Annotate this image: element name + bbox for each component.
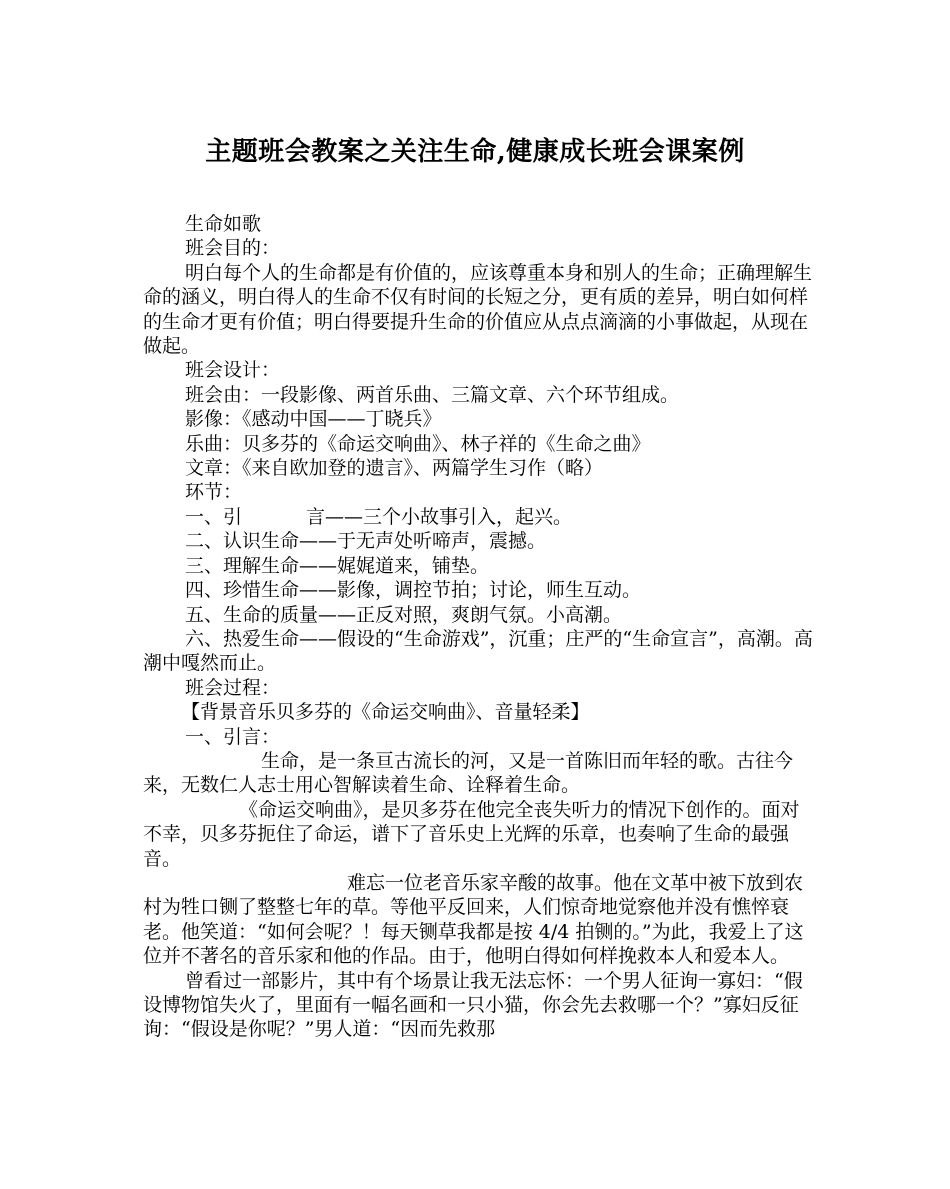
- paragraph: 《命运交响曲》，是贝多芬在他完全丧失听力的情况下创作的。面对不幸，贝多芬扼住了命运，谱下了音乐史上光辉的乐章，也奏响了生命的最强音。: [143, 798, 800, 870]
- paragraph: 影像：《感动中国——丁晓兵》: [185, 408, 442, 431]
- list-item: 四、珍惜生命——影像，调控节拍；讨论，师生互动。: [185, 579, 642, 602]
- list-item: [143, 505, 815, 529]
- document-title: 主题班会教案之关注生命,健康成长班会课案例: [205, 137, 745, 167]
- paragraph: 曾看过一部影片，其中有个场景让我无法忘怀：一个男人征询一寡妇：“假设博物馆失火了，里面有一幅名画和一只小猫，你会先去救哪一个？”寡妇反征询：“假设是你呢？”男人道：“因而先救那: [143, 969, 803, 1041]
- list-item: 三、理解生命——娓娓道来，铺垫。: [185, 554, 490, 577]
- paragraph: 班会由：一段影像、两首乐曲、三篇文章、六个环节组成。: [185, 383, 680, 406]
- list-item: 二、认识生命——于无声处听啼声，震撼。: [185, 530, 547, 553]
- paragraph: 班会过程：: [185, 676, 281, 699]
- list-item: 六、热爱生命——假设的“生命游戏”，沉重；庄严的“生命宣言”，高潮。高潮中嘎然而止。: [143, 627, 813, 675]
- paragraph: 【背景音乐贝多芬的《命运交响曲》、音量轻柔】: [181, 701, 590, 724]
- paragraph: 班会设计：: [185, 359, 281, 382]
- list-item-prefix: 一、引: [185, 505, 243, 528]
- paragraph: 班会目的：: [185, 237, 281, 260]
- paragraph: 生命如歌: [185, 213, 262, 235]
- paragraph: 明白每个人的生命都是有价值的，应该尊重本身和别人的生命；正确理解生命的涵义，明白得人的生命不仅有时间的长短之分，更有质的差异，明白如何样的生命才更有价值；明白得要提升生命的价值应从点点滴滴的小事做起，从现在做起。: [143, 261, 813, 358]
- paragraph: 文章：《来自欧加登的遗言》、两篇学生习作（略）: [185, 457, 604, 480]
- paragraph: 乐曲：贝多芬的《命运交响曲》、林子祥的《生命之曲》: [185, 432, 651, 455]
- paragraph: 一、引言：: [185, 725, 281, 748]
- list-item: 五、生命的质量——正反对照，爽朗气氛。小高潮。: [185, 603, 623, 626]
- paragraph: 难忘一位老音乐家辛酸的故事。他在文革中被下放到农村为牲口铡了整整七年的草。等他平反回来，人们惊奇地觉察他并没有憔悴衰老。他笑道：“如何会呢？！每天铡草我都是按 4/4 拍铡的。”为此，我爱上了这位并不著名的音乐家和他的作品。由于，他明白得如何样挽救本人和爱本人。: [143, 871, 804, 968]
- document-body: [143, 212, 815, 1042]
- list-item-text: 言——三个小故事引入，起兴。: [306, 505, 573, 528]
- paragraph: 环节：: [185, 481, 243, 504]
- paragraph: 生命，是一条亘古流长的河，又是一首陈旧而年轻的歌。古往今来，无数仁人志士用心智解读着生命、诠释着生命。: [143, 749, 794, 797]
